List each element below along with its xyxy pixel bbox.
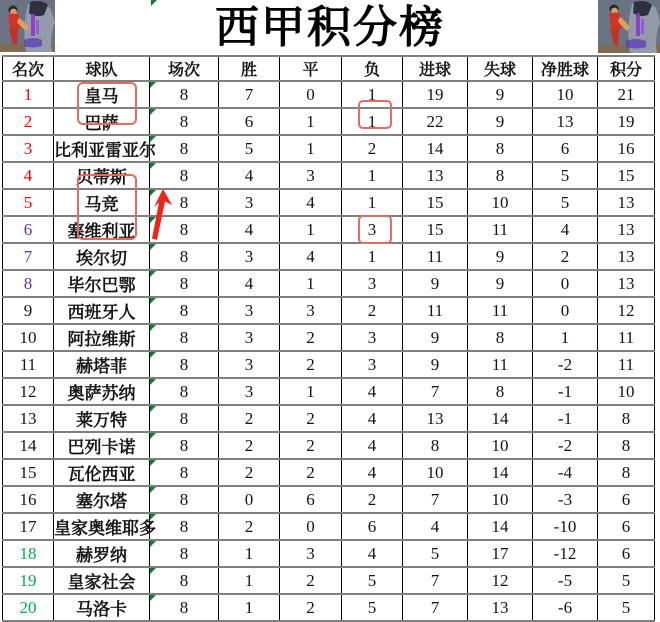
stat-cell-ga[interactable]: 11 [468,216,533,243]
stat-cell-draw[interactable]: 3 [280,162,342,189]
stat-cell-pts[interactable]: 6 [598,540,655,567]
stat-cell-ga[interactable]: 10 [468,189,533,216]
table-row [3,162,655,189]
stat-cell-gd[interactable]: 0 [533,297,598,324]
table-row [3,243,655,270]
stat-cell-draw[interactable]: 1 [280,270,342,297]
stat-cell-pts[interactable]: 6 [598,486,655,513]
stat-cell-gd[interactable]: 4 [533,216,598,243]
stat-cell-gd[interactable]: 5 [533,189,598,216]
stat-cell-draw[interactable]: 1 [280,216,342,243]
stat-cell-gf[interactable]: 5 [403,540,468,567]
col-header-team[interactable]: 球队 [54,56,150,81]
stat-cell-win[interactable]: 2 [219,432,280,459]
stat-cell-gf[interactable]: 8 [403,432,468,459]
stat-cell-draw[interactable]: 2 [280,324,342,351]
stat-cell-played[interactable]: 8 [150,270,219,297]
stat-cell-loss[interactable]: 2 [342,297,403,324]
stat-cell-played[interactable]: 8 [150,297,219,324]
table-row [3,297,655,324]
stat-cell-ga[interactable]: 12 [468,567,533,594]
stat-cell-loss[interactable]: 3 [342,324,403,351]
players-photo-right-icon [598,0,660,53]
stat-cell-loss[interactable]: 3 [342,270,403,297]
stat-cell-played[interactable]: 8 [150,108,219,135]
team-cell[interactable]: 皇家奥维耶多 [54,513,150,540]
stat-cell-gd[interactable]: -3 [533,486,598,513]
stat-cell-gd[interactable]: -6 [533,594,598,621]
stat-cell-win[interactable]: 4 [219,216,280,243]
stat-cell-draw[interactable]: 0 [280,81,342,108]
stat-cell-draw[interactable]: 0 [280,513,342,540]
team-cell[interactable]: 塞尔塔 [54,486,150,513]
stat-cell-gd[interactable]: 2 [533,243,598,270]
team-cell[interactable]: 巴列卡诺 [54,432,150,459]
stat-cell-win[interactable]: 2 [219,405,280,432]
stat-cell-ga[interactable]: 8 [468,378,533,405]
stat-cell-played[interactable]: 8 [150,486,219,513]
team-cell[interactable]: 西班牙人 [54,297,150,324]
rank-cell[interactable]: 9 [3,297,54,324]
stat-cell-win[interactable]: 7 [219,81,280,108]
stat-cell-draw[interactable]: 4 [280,243,342,270]
stat-cell-pts[interactable]: 16 [598,135,655,162]
stat-cell-win[interactable]: 5 [219,135,280,162]
stat-cell-gd[interactable]: 13 [533,108,598,135]
stat-cell-played[interactable]: 8 [150,243,219,270]
table-row [3,108,655,135]
rank-cell[interactable]: 13 [3,405,54,432]
rank-cell[interactable]: 1 [3,81,54,108]
table-row [3,351,655,378]
stat-cell-gd[interactable]: 1 [533,324,598,351]
rank-cell[interactable]: 12 [3,378,54,405]
stat-cell-ga[interactable]: 10 [468,486,533,513]
stat-cell-pts[interactable]: 13 [598,216,655,243]
stat-cell-loss[interactable]: 4 [342,432,403,459]
table-row [3,270,655,297]
col-header-ga[interactable]: 失球 [468,56,533,81]
stat-cell-gf[interactable]: 15 [403,189,468,216]
stat-cell-draw[interactable]: 2 [280,432,342,459]
stat-cell-loss[interactable]: 1 [342,81,403,108]
table-row [3,189,655,216]
rank-cell[interactable]: 16 [3,486,54,513]
stat-cell-ga[interactable]: 8 [468,135,533,162]
stat-cell-gd[interactable]: -1 [533,378,598,405]
stat-cell-gd[interactable]: -2 [533,432,598,459]
stat-cell-win[interactable]: 1 [219,594,280,621]
rank-cell[interactable]: 6 [3,216,54,243]
stat-cell-win[interactable]: 3 [219,378,280,405]
stat-cell-win[interactable]: 3 [219,351,280,378]
col-header-gf[interactable]: 进球 [403,56,468,81]
stat-cell-ga[interactable]: 9 [468,81,533,108]
team-cell[interactable]: 贝蒂斯 [54,162,150,189]
stat-cell-played[interactable]: 8 [150,81,219,108]
stat-cell-gf[interactable]: 4 [403,513,468,540]
standings-body [3,81,655,621]
rank-cell[interactable]: 7 [3,243,54,270]
stat-cell-gf[interactable]: 7 [403,567,468,594]
table-row [3,459,655,486]
stat-cell-draw[interactable]: 2 [280,351,342,378]
stat-cell-gd[interactable]: 10 [533,81,598,108]
stat-cell-gd[interactable]: 6 [533,135,598,162]
stat-cell-win[interactable]: 4 [219,270,280,297]
team-cell[interactable]: 塞维利亚 [54,216,150,243]
stat-cell-gf[interactable]: 11 [403,297,468,324]
stat-cell-gf[interactable]: 7 [403,486,468,513]
table-row [3,567,655,594]
stat-cell-draw[interactable]: 1 [280,378,342,405]
table-row [3,540,655,567]
stat-cell-pts[interactable]: 21 [598,81,655,108]
table-row [3,513,655,540]
stat-cell-loss[interactable]: 4 [342,540,403,567]
stat-cell-played[interactable]: 8 [150,135,219,162]
rank-cell[interactable]: 14 [3,432,54,459]
stat-cell-gd[interactable]: -4 [533,459,598,486]
stat-cell-played[interactable]: 8 [150,567,219,594]
stat-cell-pts[interactable]: 10 [598,378,655,405]
cell-flag-icon [151,0,157,6]
stat-cell-gf[interactable]: 10 [403,459,468,486]
table-row [3,378,655,405]
team-cell[interactable]: 毕尔巴鄂 [54,270,150,297]
team-cell[interactable]: 皇马 [54,81,150,108]
team-cell[interactable]: 阿拉维斯 [54,324,150,351]
stat-cell-loss[interactable]: 1 [342,108,403,135]
stat-cell-win[interactable]: 3 [219,297,280,324]
stat-cell-pts[interactable]: 11 [598,351,655,378]
stat-cell-played[interactable]: 8 [150,459,219,486]
stat-cell-draw[interactable]: 3 [280,540,342,567]
stat-cell-gf[interactable]: 7 [403,378,468,405]
rank-cell[interactable]: 3 [3,135,54,162]
stat-cell-gf[interactable]: 9 [403,351,468,378]
stat-cell-draw[interactable]: 2 [280,405,342,432]
stat-cell-draw[interactable]: 1 [280,135,342,162]
stat-cell-pts[interactable]: 6 [598,513,655,540]
rank-cell[interactable]: 5 [3,189,54,216]
stat-cell-pts[interactable]: 5 [598,567,655,594]
players-photo-left-icon [0,0,55,52]
col-header-loss[interactable]: 负 [342,56,403,81]
stat-cell-gf[interactable]: 13 [403,405,468,432]
stat-cell-loss[interactable]: 4 [342,405,403,432]
stat-cell-ga[interactable]: 9 [468,270,533,297]
team-cell[interactable]: 莱万特 [54,405,150,432]
stat-cell-draw[interactable]: 6 [280,486,342,513]
stat-cell-loss[interactable]: 5 [342,594,403,621]
stat-cell-gd[interactable]: -2 [533,351,598,378]
team-cell[interactable]: 瓦伦西亚 [54,459,150,486]
stat-cell-gd[interactable]: -10 [533,513,598,540]
stat-cell-played[interactable]: 8 [150,162,219,189]
stat-cell-pts[interactable]: 13 [598,189,655,216]
stat-cell-ga[interactable]: 14 [468,513,533,540]
stat-cell-loss[interactable]: 4 [342,378,403,405]
team-cell[interactable]: 赫塔菲 [54,351,150,378]
stat-cell-loss[interactable]: 3 [342,216,403,243]
stat-cell-gf[interactable]: 14 [403,135,468,162]
stat-cell-loss[interactable]: 6 [342,513,403,540]
stat-cell-played[interactable]: 8 [150,216,219,243]
stat-cell-ga[interactable]: 11 [468,351,533,378]
rank-cell[interactable]: 19 [3,567,54,594]
table-row [3,81,655,108]
stat-cell-ga[interactable]: 8 [468,324,533,351]
stat-cell-gf[interactable]: 19 [403,81,468,108]
rank-cell[interactable]: 15 [3,459,54,486]
stat-cell-gf[interactable]: 9 [403,270,468,297]
stat-cell-played[interactable]: 8 [150,432,219,459]
page-title: 西甲积分榜 [215,3,445,52]
team-cell[interactable]: 赫罗纳 [54,540,150,567]
stat-cell-pts[interactable]: 13 [598,270,655,297]
stat-cell-ga[interactable]: 13 [468,594,533,621]
col-header-played[interactable]: 场次 [150,56,219,81]
table-row [3,216,655,243]
rank-cell[interactable]: 8 [3,270,54,297]
rank-cell[interactable]: 10 [3,324,54,351]
stat-cell-gf[interactable]: 15 [403,216,468,243]
stat-cell-win[interactable]: 0 [219,486,280,513]
stat-cell-gd[interactable]: 5 [533,162,598,189]
stat-cell-pts[interactable]: 8 [598,459,655,486]
stat-cell-loss[interactable]: 1 [342,189,403,216]
stat-cell-gd[interactable]: -1 [533,405,598,432]
stat-cell-win[interactable]: 3 [219,324,280,351]
col-header-gd[interactable]: 净胜球 [533,56,598,81]
col-header-rank[interactable]: 名次 [3,56,54,81]
stat-cell-win[interactable]: 1 [219,567,280,594]
stat-cell-win[interactable]: 4 [219,162,280,189]
stat-cell-pts[interactable]: 8 [598,432,655,459]
stat-cell-pts[interactable]: 15 [598,162,655,189]
team-cell[interactable]: 马竞 [54,189,150,216]
stat-cell-loss[interactable]: 2 [342,135,403,162]
stat-cell-gf[interactable]: 7 [403,594,468,621]
stat-cell-win[interactable]: 6 [219,108,280,135]
stat-cell-played[interactable]: 8 [150,378,219,405]
stat-cell-pts[interactable]: 5 [598,594,655,621]
stat-cell-loss[interactable]: 4 [342,459,403,486]
stat-cell-played[interactable]: 8 [150,594,219,621]
stat-cell-loss[interactable]: 5 [342,567,403,594]
stat-cell-win[interactable]: 1 [219,540,280,567]
stat-cell-ga[interactable]: 8 [468,162,533,189]
stat-cell-draw[interactable]: 4 [280,189,342,216]
stat-cell-pts[interactable]: 8 [598,405,655,432]
stat-cell-draw[interactable]: 2 [280,594,342,621]
table-row [3,324,655,351]
stat-cell-gf[interactable]: 11 [403,243,468,270]
stat-cell-ga[interactable]: 17 [468,540,533,567]
stat-cell-gd[interactable]: -12 [533,540,598,567]
stat-cell-draw[interactable]: 3 [280,297,342,324]
title-band [0,0,660,55]
stat-cell-played[interactable]: 8 [150,405,219,432]
stat-cell-gd[interactable]: 0 [533,270,598,297]
stat-cell-draw[interactable]: 2 [280,567,342,594]
stat-cell-draw[interactable]: 1 [280,108,342,135]
team-cell[interactable]: 埃尔切 [54,243,150,270]
rank-cell[interactable]: 17 [3,513,54,540]
standings-table [2,55,655,622]
stat-cell-gf[interactable]: 9 [403,324,468,351]
stat-cell-ga[interactable]: 9 [468,243,533,270]
stat-cell-played[interactable]: 8 [150,351,219,378]
rank-cell[interactable]: 2 [3,108,54,135]
stat-cell-ga[interactable]: 9 [468,108,533,135]
header-row [3,56,655,81]
team-cell[interactable]: 巴萨 [54,108,150,135]
rank-cell[interactable]: 20 [3,594,54,621]
stat-cell-loss[interactable]: 3 [342,351,403,378]
col-header-draw[interactable]: 平 [280,56,342,81]
rank-cell[interactable]: 11 [3,351,54,378]
team-cell[interactable]: 奥萨苏纳 [54,378,150,405]
table-row [3,135,655,162]
stat-cell-win[interactable]: 3 [219,189,280,216]
col-header-win[interactable]: 胜 [219,56,280,81]
stat-cell-pts[interactable]: 11 [598,324,655,351]
rank-cell[interactable]: 4 [3,162,54,189]
stat-cell-loss[interactable]: 1 [342,162,403,189]
stat-cell-win[interactable]: 2 [219,459,280,486]
stat-cell-gf[interactable]: 13 [403,162,468,189]
team-cell[interactable]: 比利亚雷亚尔 [54,135,150,162]
stat-cell-pts[interactable]: 13 [598,243,655,270]
stat-cell-played[interactable]: 8 [150,513,219,540]
stat-cell-played[interactable]: 8 [150,189,219,216]
stat-cell-ga[interactable]: 14 [468,405,533,432]
stat-cell-pts[interactable]: 12 [598,297,655,324]
table-row [3,405,655,432]
stat-cell-gf[interactable]: 22 [403,108,468,135]
stat-cell-ga[interactable]: 10 [468,432,533,459]
stat-cell-draw[interactable]: 2 [280,459,342,486]
team-cell[interactable]: 皇家社会 [54,567,150,594]
stat-cell-loss[interactable]: 2 [342,486,403,513]
stat-cell-played[interactable]: 8 [150,540,219,567]
table-row [3,594,655,621]
stat-cell-win[interactable]: 2 [219,513,280,540]
table-row [3,432,655,459]
stat-cell-ga[interactable]: 11 [468,297,533,324]
rank-cell[interactable]: 18 [3,540,54,567]
stat-cell-gd[interactable]: -5 [533,567,598,594]
team-cell[interactable]: 马洛卡 [54,594,150,621]
stat-cell-win[interactable]: 3 [219,243,280,270]
col-header-pts[interactable]: 积分 [598,56,655,81]
table-row [3,486,655,513]
stat-cell-loss[interactable]: 1 [342,243,403,270]
stat-cell-played[interactable]: 8 [150,324,219,351]
stat-cell-pts[interactable]: 19 [598,108,655,135]
stat-cell-ga[interactable]: 14 [468,459,533,486]
